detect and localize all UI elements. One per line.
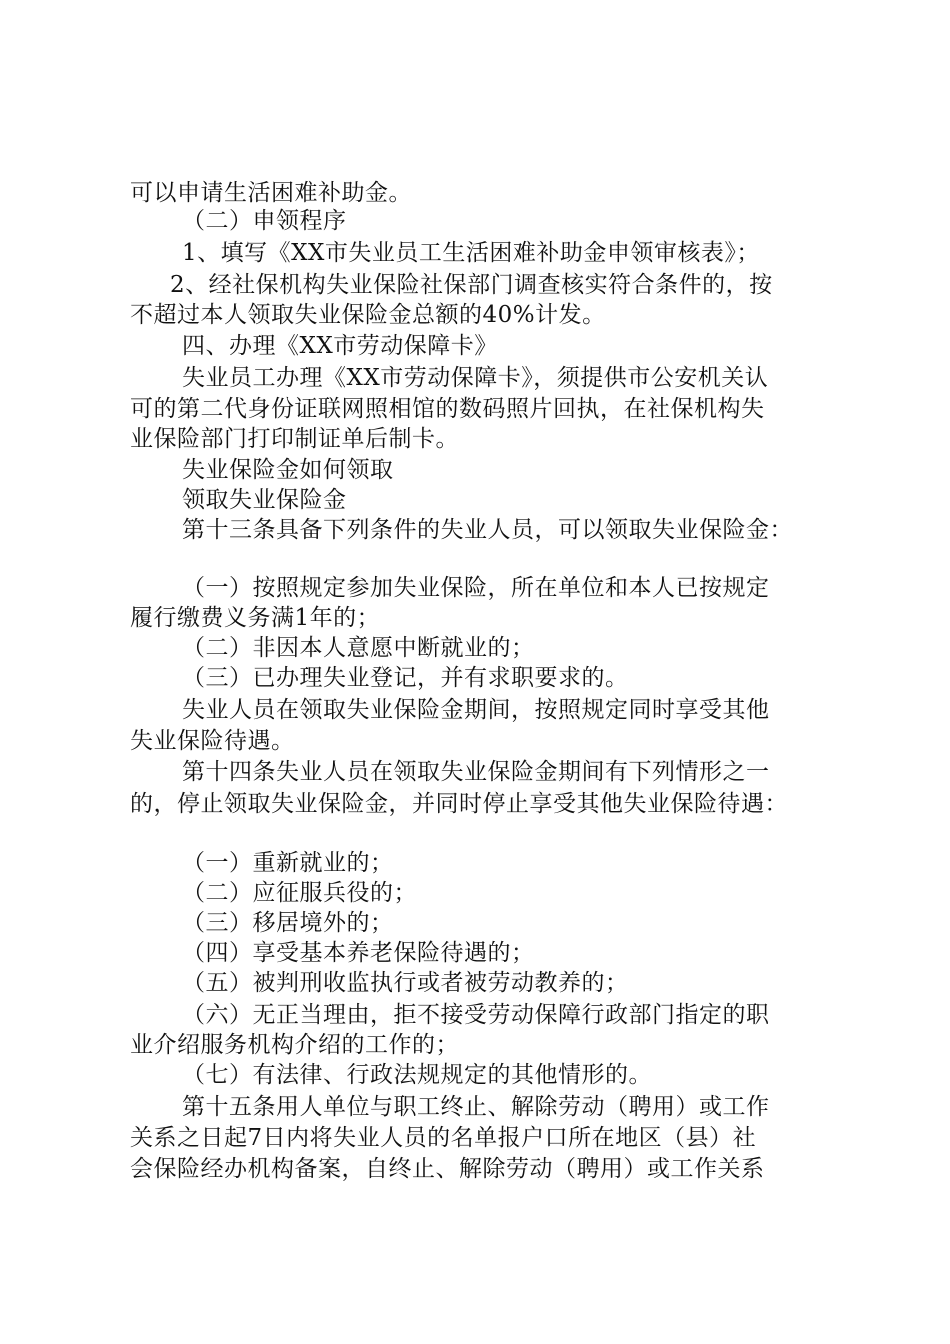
text-line: 的，停止领取失业保险金，并同时停止享受其他失业保险待遇： <box>130 791 788 817</box>
text-line: 失业员工办理《XX市劳动保障卡》，须提供市公安机关认 <box>182 365 769 391</box>
text-line: （二）申领程序 <box>182 208 347 234</box>
text-line: （二）应征服兵役的； <box>182 880 417 906</box>
text-line: 四、办理《XX市劳动保障卡》 <box>182 333 498 359</box>
text-line: 可以申请生活困难补助金。 <box>130 180 412 206</box>
text-line: 2、经社保机构失业保险社保部门调查核实符合条件的，按 <box>170 272 773 298</box>
text-line: （五）被判刑收监执行或者被劳动教养的； <box>182 970 629 996</box>
text-line: （二）非因本人意愿中断就业的； <box>182 635 535 661</box>
text-line: （三）已办理失业登记，并有求职要求的。 <box>182 665 629 691</box>
text-line: （一）按照规定参加失业保险，所在单位和本人已按规定 <box>182 575 770 601</box>
text-line: 第十三条具备下列条件的失业人员，可以领取失业保险金： <box>182 517 793 543</box>
text-line: 业保险部门打印制证单后制卡。 <box>130 426 459 452</box>
text-line: 履行缴费义务满1年的； <box>130 605 381 631</box>
text-line: 会保险经办机构备案，自终止、解除劳动（聘用）或工作关系 <box>130 1156 765 1182</box>
text-line: （四）享受基本养老保险待遇的； <box>182 940 535 966</box>
text-line: （七）有法律、行政法规规定的其他情形的。 <box>182 1062 652 1088</box>
text-line: 业介绍服务机构介绍的工作的； <box>130 1032 459 1058</box>
text-line: 不超过本人领取失业保险金总额的40%计发。 <box>130 302 606 328</box>
text-line: 关系之日起7日内将失业人员的名单报户口所在地区（县）社 <box>130 1125 757 1151</box>
text-line: （一）重新就业的； <box>182 850 394 876</box>
text-line: 失业人员在领取失业保险金期间，按照规定同时享受其他 <box>182 697 770 723</box>
text-line: 失业保险金如何领取 <box>182 457 394 483</box>
text-line: 第十四条失业人员在领取失业保险金期间有下列情形之一 <box>182 759 770 785</box>
text-line: 领取失业保险金 <box>182 487 347 513</box>
text-line: 1、填写《XX市失业员工生活困难补助金申领审核表》； <box>182 240 760 266</box>
text-line: （三）移居境外的； <box>182 910 394 936</box>
text-line: 第十五条用人单位与职工终止、解除劳动（聘用）或工作 <box>182 1094 770 1120</box>
text-line: （六）无正当理由，拒不接受劳动保障行政部门指定的职 <box>182 1002 770 1028</box>
text-line: 可的第二代身份证联网照相馆的数码照片回执，在社保机构失 <box>130 396 765 422</box>
text-line: 失业保险待遇。 <box>130 728 295 754</box>
